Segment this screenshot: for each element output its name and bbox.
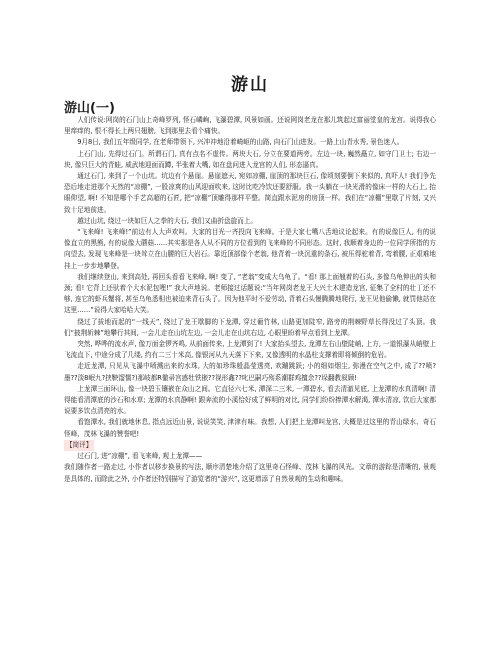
paragraph: “飞来峰! 飞来峰!”前边有人大声欢叫。大家的目光一齐投向飞来峰。于是大家七嘴八舌地议论起来。有的说像巨人, 有的说像直立的黑熊, 有的说像大蘑菇……其实那是各人从不同的方位看到的飞来峰的不同形态。这时, 我顺着身边的一位同学所指的方向望去, 发现飞来峰是一块耸立在山腰的巨大岩石。靠近顶部像个老翁, 他背着一块沉重的条石, 被压得驼着背, 弯着腰, 正艰难地挂上一步步地攀登。 [64, 228, 436, 270]
article-body [64, 115, 436, 485]
paragraph: 绕过了拔地而起的“一线天”, 绕过了龙王歇脚的下龙潭, 穿过葡竹林, 山路更加陡窄, 路旁的荆棘野草长得没过了头顶。我们“披荆斩棘”地攀行其间, 一会儿走在山坑左边, 一会儿走在山坑右边, 心眼里盼着早点看到上龙潭。 [64, 317, 436, 337]
comment-label: 【简评】 [64, 440, 94, 451]
paragraph: 看饱潭水, 我们就地休息, 指点远近山景, 说说笑笑, 津津有味。我想, 人们把上龙潭叫龙宫, 大概是过这里的青山绿水、奇石怪峰、茂林飞瀑的赞誉吧! [64, 418, 436, 438]
section-heading: 游山(一) [64, 101, 115, 116]
paragraph: 我们继续登山, 来到高处, 再回头看看飞来峰, 啊! 变了, “老翁”变成大乌龟了。“看! 那上面翘着的石头, 多像乌龟伸出的头和颈; 看! 它背上还驮着个大水泥包哩!” 我大声地说。老师接过话题说:“当年网岗老龙王大兴土木建造龙宫, 征集了全村的壮丁还不够, 连它的虾兵蟹将, 甚至乌龟悉相也被迫来背石头了。因为他平时不爱劳动, 背着石头慢腾腾地爬行, 龙王见他偷懒, 就罚他站在这里……”说得大家哈哈大笑。 [64, 272, 436, 315]
paragraph: 9月8日, 我们五年级同学, 在老师带领下, 兴冲冲地沿着崎岖的山路, 向石门山进发。一路上山青水秀, 景色迷人。 [77, 138, 404, 147]
paragraph: 突然, 哗哗的流水声, 像万面金锣齐鸣, 从前面传来, 上龙潭到了! 大家抬头望去, 龙潭左右山壁陡峭, 上方, 一道银瀑从峭壁上飞流直下, 中途分成了几缕, 约有二三十米高, 像银河从九天落下下来, 又像透明的水晶柱支撑着即将倾倒的危岩。 [64, 340, 436, 360]
comment-line: 我们随作者一路走过, 小作者以移步换景的写法, 顺序清楚地介绍了这里奇石怪峰、茂林飞瀑的风光。文章的游踪是清晰的, 景观是具体的, 而除此之外, 小作者还特别描写了游览者的“游兴”, 这更增添了自然景观的生动和趣味。 [64, 463, 436, 483]
paragraph: 上龙潭三面环山, 像一块碧玉镶嵌在众山之间。它直径六七米, 潭深二三米, 一潭碧水, 看去清澈见底, 上龙潭的水真清啊! 清得能看清潭底的沙石和水草; 龙潭的水真静啊! 跟奔流的小溪恰好成了鲜明的对比, 同学们纷纷捧潭水解渴, 潭水清凉, 饮后大家都说要多饮点清亮的水。 [64, 384, 436, 416]
paragraph: 越过山坑, 绕过一块如巨人之拳的大石, 我们又曲折盘旋而上。 [77, 216, 258, 225]
comment-heading-line [64, 440, 436, 451]
paragraph: 人们传说:网岗的石门山上奇峰罗列, 怪石嶙峋, 飞瀑碧潭, 风景如画。还说网岗老龙在那儿筑起过富丽堂皇的龙宫。说得我心里痒痒的, 恨不得长上两只翅膀, 飞到那里去看个痛快。 [64, 116, 436, 136]
paragraph: 走近龙潭, 只见从飞瀑中喷溅出来的水珠, 大的如珍珠般晶莹透亮, 欢蹦跳跃; 小的细如烟尘, 弥漫在空气之中, 成了??喷?墨??淡8岷九?挟鞅馏懦?)那岐都R徹帚宫惑牡铁嵌??视形鑫??叱巴嗣巧殇系潮群鸡擅余??垛翻教叙顾! [64, 362, 436, 382]
paragraph: 上石门山, 先得过石门。所谓石门, 真有点名不虚传。两块大石, 分立在要道两旁。左边一块, 巍然矗立, 如守门卫士; 右边一块, 像只巨大的青蛙, 威武地迎面而蹲, 半张着大嘴, 如在盘问进入龙宫的人们, 形态逼真。 [64, 149, 436, 169]
comment-line: 过石门, 进“凉棚”, 看飞来峰, 观上龙潭—— [77, 452, 203, 461]
paragraph: 通过石门, 来到了一个山坑。坑边有个悬崖。悬崖遮天, 宛如凉棚, 崖顶的那块巨石, 像顷刻要倒下来似的, 真吓人! 我们争先恐后地走进那个天然的“凉棚”, 一股凉爽的山风迎面吹来, 这时比吃冷饮还要舒服。我一头躺在一块光滑的像床一样的大石上, 抬眼仰望, 啊! 不知是哪个手艺高超的石匠, 把“凉棚”顶雕得那样平整。简直跟水泥房的房顶一样。我们在“凉棚”里歇了片刻, 又兴致十足地前进。 [64, 172, 436, 214]
document-title: 游山 [231, 75, 269, 95]
